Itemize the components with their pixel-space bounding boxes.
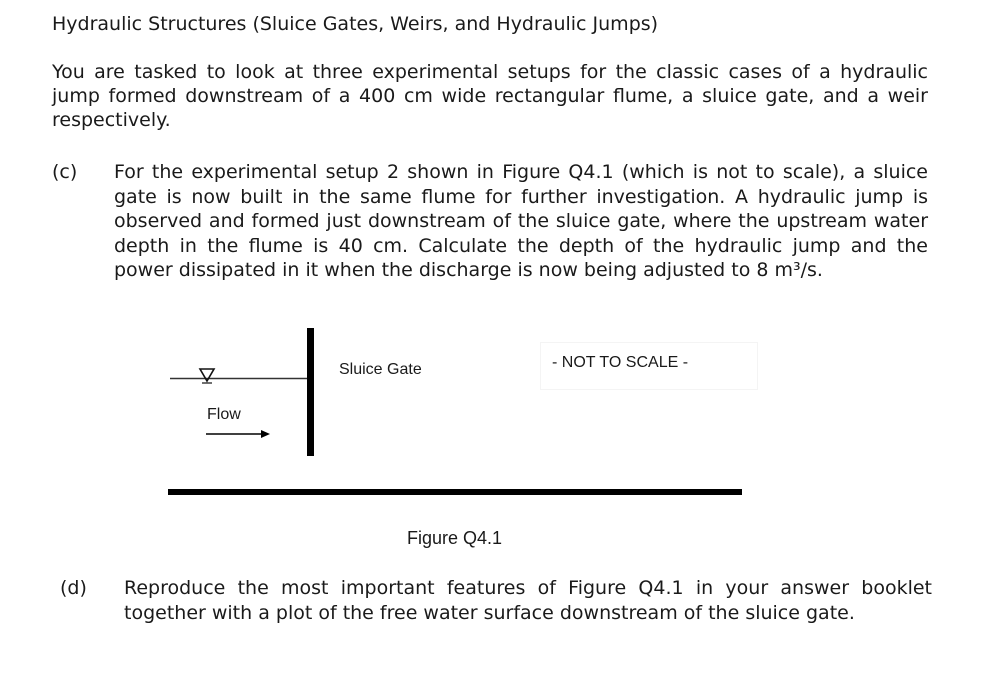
part-c-text: For the experimental setup 2 shown in Figure Q4.1 (which is not to scale), a sluice gate is now built in the same flume for further investigation. A hydraulic jump is observed and formed just downstream of the sluice gate, where the upstream water depth in the flume is 40 cm. Calculate the depth of the hydraulic jump and the power dissipated in it when the discharge is now being adjusted to 8 m³/s. [114, 161, 928, 281]
flow-label: Flow [207, 406, 241, 423]
flow-arrow-icon [206, 430, 270, 438]
part-d-text: Reproduce the most important features of Figure Q4.1 in your answer booklet together with a plot of the free water surface downstream of the sluice gate. [124, 577, 932, 624]
sluice-gate-label: Sluice Gate [339, 361, 422, 378]
sluice-gate [307, 328, 314, 456]
water-surface-triangle-icon [200, 369, 214, 383]
not-to-scale-box [540, 342, 758, 390]
part-d-label: (d) [60, 577, 87, 599]
channel-bed [168, 489, 742, 495]
page-heading: Hydraulic Structures (Sluice Gates, Weirs, and Hydraulic Jumps) [52, 13, 659, 35]
figure-caption: Figure Q4.1 [407, 528, 503, 548]
intro-paragraph: You are tasked to look at three experimental setups for the classic cases of a hydraulic jump formed downstream of a 400 cm wide rectangular flume, a sluice gate, and a weir respectively. [52, 61, 928, 131]
not-to-scale-label: - NOT TO SCALE - [552, 354, 689, 371]
part-c-label: (c) [52, 161, 78, 183]
